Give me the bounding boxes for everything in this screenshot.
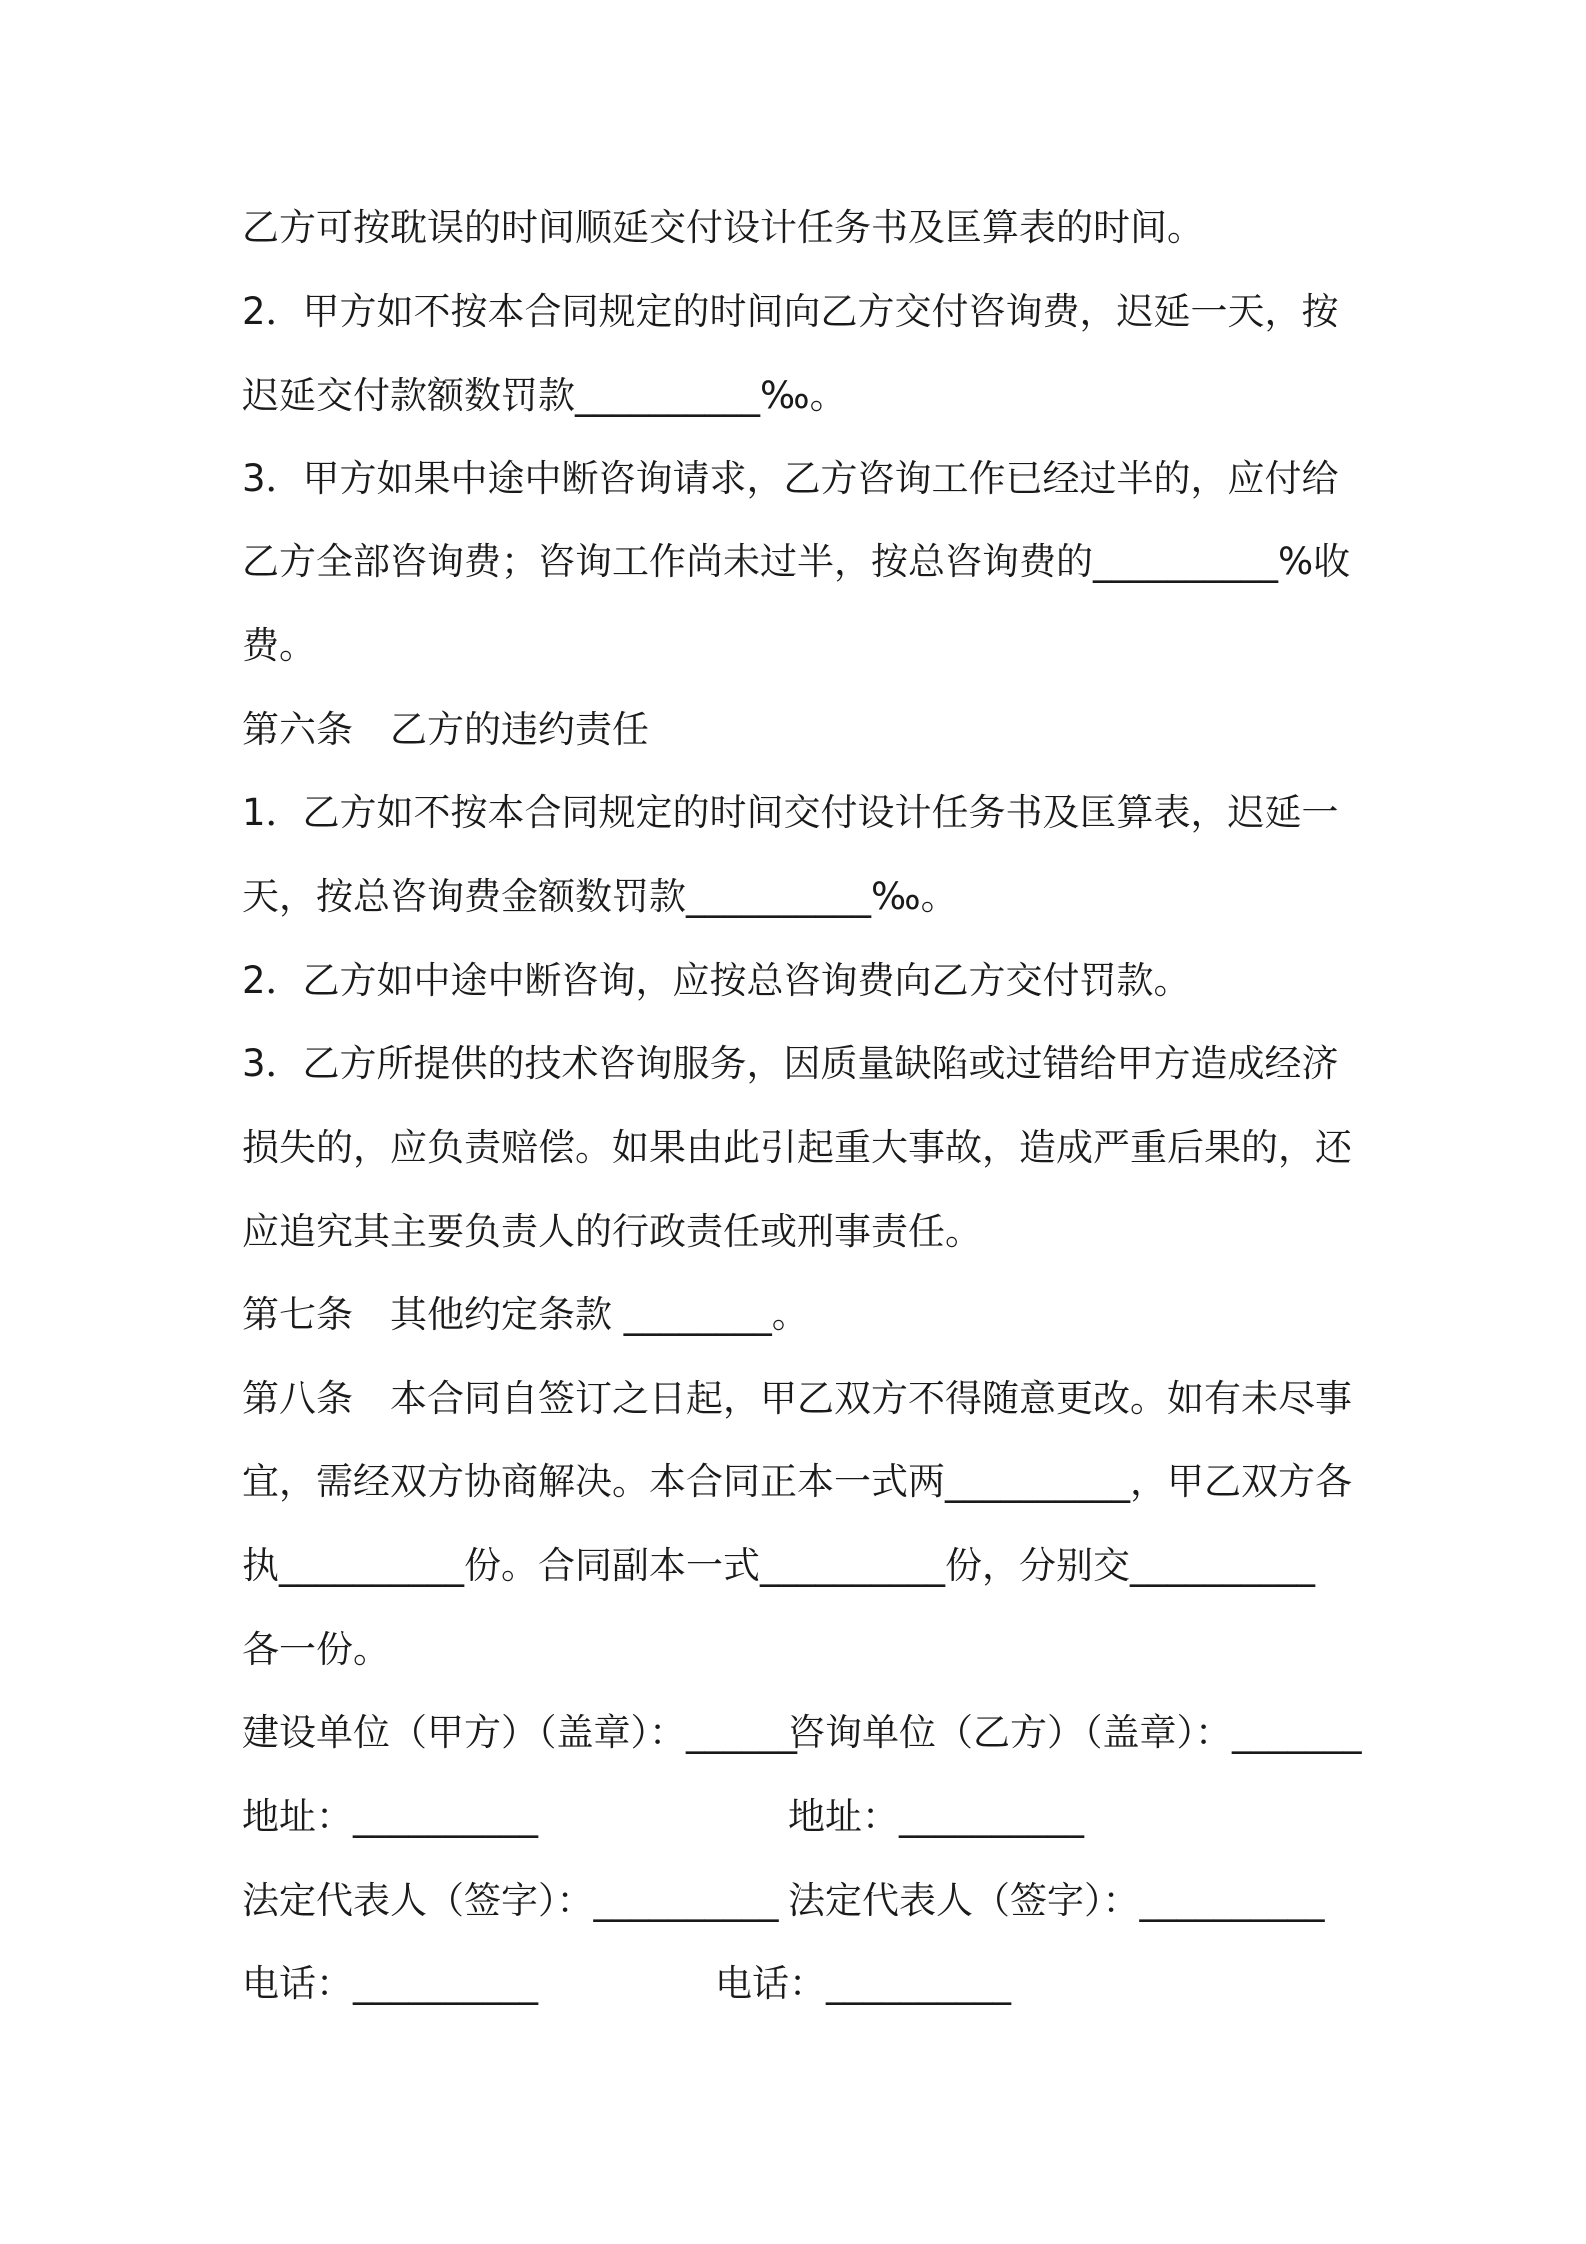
clause-5-item-2: 2．甲方如不按本合同规定的时间向乙方交付咨询费，迟延一天，按 bbox=[242, 290, 1339, 333]
party-b-phone-label: 电话：__________ bbox=[715, 1962, 1011, 2005]
clause-5-item-3: 3．甲方如果中途中断咨询请求，乙方咨询工作已经过半的，应付给 bbox=[242, 457, 1339, 500]
paragraph-line: 宜，需经双方协商解决。本合同正本一式两__________，甲乙双方各 bbox=[242, 1460, 1352, 1503]
article-6-heading: 第六条 乙方的违约责任 bbox=[242, 708, 649, 751]
party-a-phone-label: 电话：__________ bbox=[242, 1962, 538, 2005]
clause-6-item-2: 2．乙方如中途中断咨询，应按总咨询费向乙方交付罚款。 bbox=[242, 959, 1191, 1002]
paragraph-line: 执__________份。合同副本一式__________份，分别交__________ bbox=[242, 1544, 1315, 1587]
paragraph-line: 乙方全部咨询费；咨询工作尚未过半，按总咨询费的__________%收 bbox=[242, 540, 1351, 583]
paragraph-line: 费。 bbox=[242, 624, 316, 667]
party-a-unit-label: 建设单位（甲方）（盖章）：______ bbox=[242, 1711, 797, 1754]
paragraph-line: 损失的，应负责赔偿。如果由此引起重大事故，造成严重后果的，还 bbox=[242, 1126, 1352, 1169]
article-7-heading: 第七条 其他约定条款 ________。 bbox=[242, 1293, 809, 1336]
paragraph-line: 天，按总咨询费金额数罚款__________‰。 bbox=[242, 875, 958, 918]
article-8-heading: 第八条 本合同自签订之日起，甲乙双方不得随意更改。如有未尽事 bbox=[242, 1377, 1352, 1420]
paragraph-line: 应追究其主要负责人的行政责任或刑事责任。 bbox=[242, 1210, 982, 1253]
paragraph-line: 各一份。 bbox=[242, 1628, 390, 1671]
party-a-address-label: 地址：__________ bbox=[242, 1795, 538, 1838]
party-b-address-label: 地址：__________ bbox=[788, 1795, 1084, 1838]
clause-6-item-3: 3．乙方所提供的技术咨询服务，因质量缺陷或过错给甲方造成经济 bbox=[242, 1042, 1339, 1085]
party-b-unit-label: 咨询单位（乙方）（盖章）：_______ bbox=[788, 1711, 1362, 1754]
clause-6-item-1: 1．乙方如不按本合同规定的时间交付设计任务书及匡算表，迟延一 bbox=[242, 791, 1339, 834]
paragraph-line: 迟延交付款额数罚款__________‰。 bbox=[242, 374, 847, 417]
paragraph-line: 乙方可按耽误的时间顺延交付设计任务书及匡算表的时间。 bbox=[242, 206, 1204, 249]
party-b-rep-label: 法定代表人（签字）：__________ bbox=[788, 1879, 1325, 1922]
party-a-rep-label: 法定代表人（签字）：__________ bbox=[242, 1879, 779, 1922]
